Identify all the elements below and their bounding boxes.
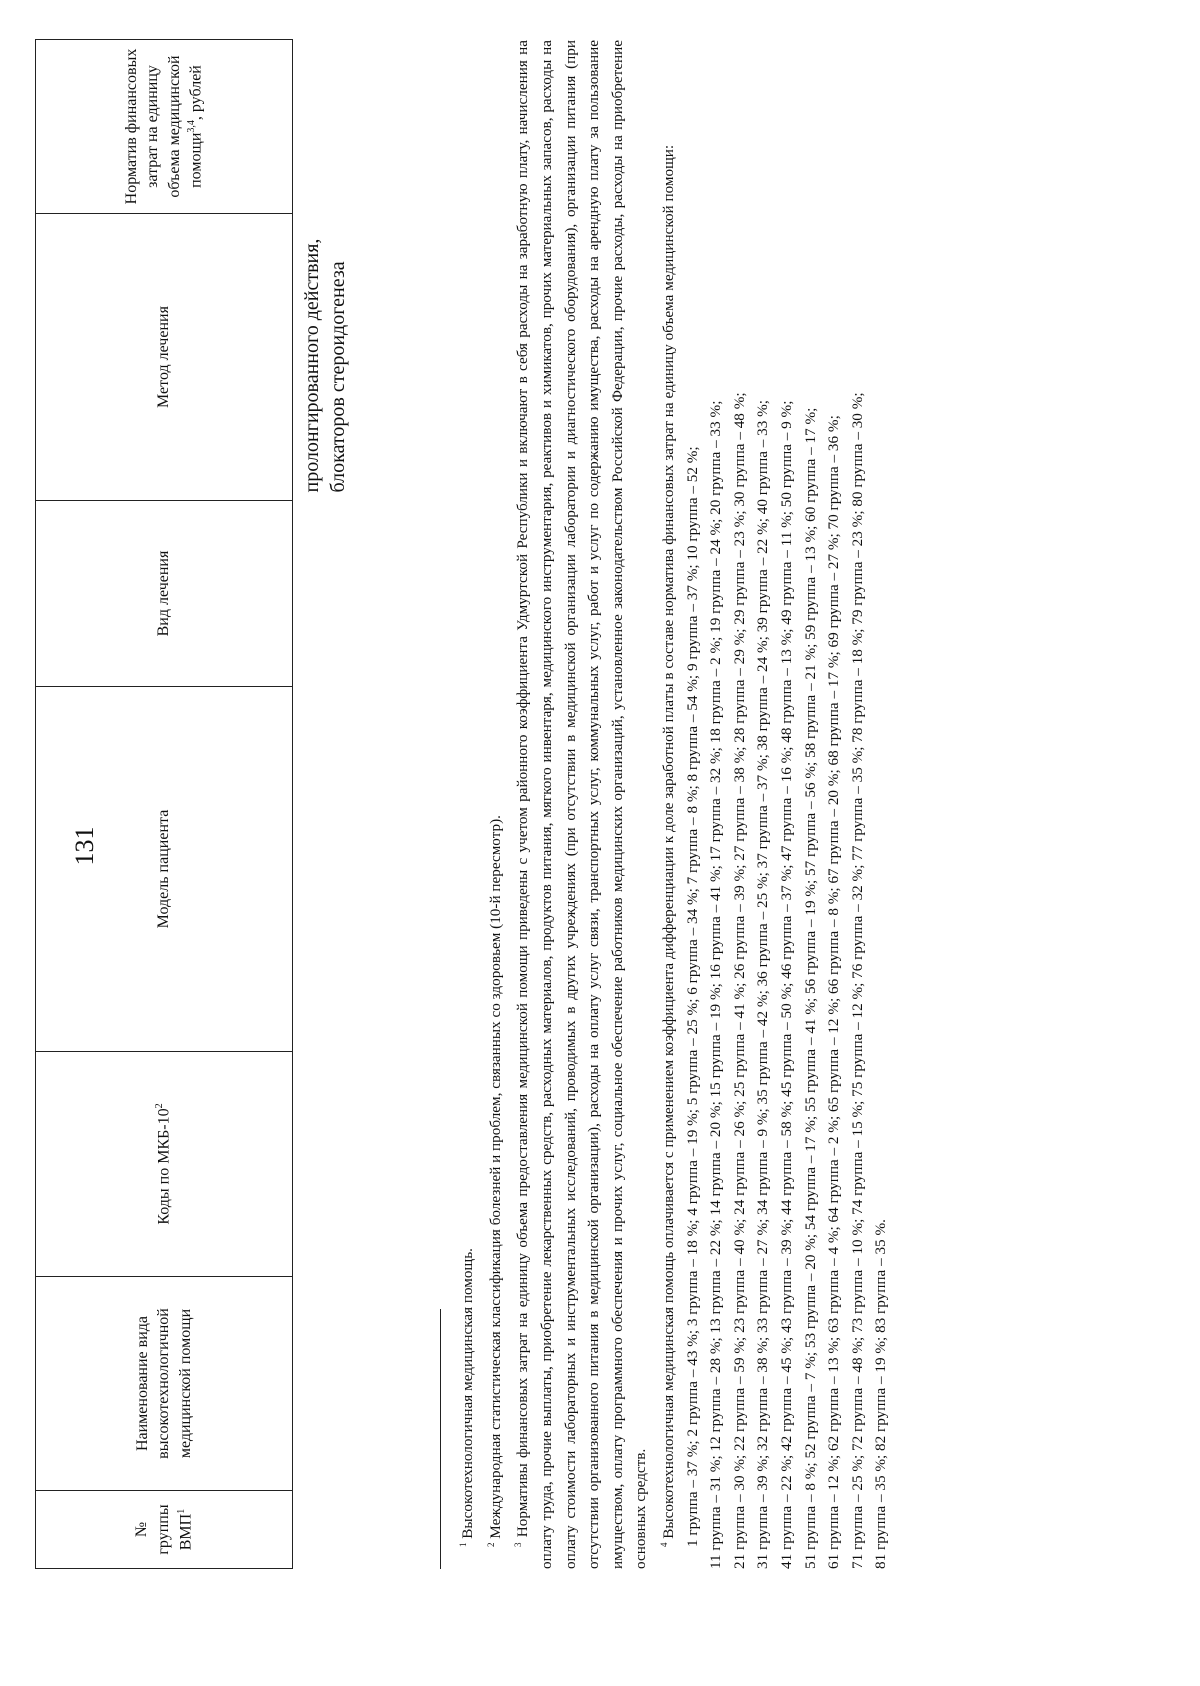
group-line: 31 группа – 39 %; 32 группа – 38 %; 33 группа – 27 %; 34 группа – 9 %; 35 группа – 42 %; 36 группа – 25 %; 37 группа – 37 %; 38 группа – 24 %; 39 группа – 22 %; 40 группа – 33 %; [754, 400, 772, 1569]
group-coefficients [681, 40, 893, 1569]
page-number: 131 [70, 826, 99, 866]
table-header-row [36, 40, 293, 1569]
footnote-1: $^1$ Высокотехнологичная медицинская помощь. [458, 1248, 477, 1547]
footnote-divider [440, 1309, 441, 1569]
header-cost-norm: Норматив финансовых затрат на единицу объема медицинской помощи$^{3,4}$, рублей [36, 40, 293, 214]
header-patient-model: Модель пациента [36, 687, 293, 1052]
footnote-4: $^4$ Высокотехнологичная медицинская помощь оплачивается с применением коэффициента дифференциации к доле заработной платы в составе норматива финансовых затрат на единицу объема медицинской помощи: [658, 144, 677, 1547]
footnote-3: $^3$ Нормативы финансовых затрат на единицу объема предоставления медицинской помощи приведены с учетом районного коэффициента Удмуртской Республики и включают в себя расходы на заработную плату, начисления на оплату труда, прочие выплаты, приобретение лекарственных средств, расходных материалов, продуктов питания, мягкого инвентаря, медицинского инструментария, реактивов и химикатов, прочих материальных запасов, расходы на оплату стоимости лабораторных и инструментальных исследований, проводимых в других учреждениях (при отсутствии в медицинской организации лаборатории и диагностического оборудования), организации питания (при отсутствии организованного питания в медицинской организации), расходы на оплату услуг связи, транспортных услуг, коммунальных услуг, работ и услуг по содержанию имущества, расходы на арендную плату за пользование имуществом, оплату программного обеспечения и прочих услуг, социальное обеспечение работников медицинских организаций, установленное законодательством Российской Федерации, прочие расходы, расходы на приобретение основных средств. [513, 40, 650, 1569]
vmp-table [35, 39, 357, 1569]
header-treatment-method: Метод лечения [36, 214, 293, 501]
group-line: 41 группа – 22 %; 42 группа – 45 %; 43 группа – 39 %; 44 группа – 58 %; 45 группа – 50 %; 46 группа – 37 %; 47 группа – 16 %; 48 группа – 13 %; 49 группа – 11 %; 50 группа – 9 %; [777, 400, 795, 1569]
group-line: 11 группа – 31 %; 12 группа – 28 %; 13 группа – 22 %; 14 группа – 20 %; 15 группа – 19 %; 16 группа – 41 %; 17 группа – 32 %; 18 группа – 2 %; 19 группа – 24 %; 20 группа – 33 %; [707, 400, 725, 1569]
table-row [293, 40, 358, 1569]
header-group-no: № группы ВМП$^1$ [36, 1491, 293, 1569]
group-line: 1 группа – 37 %; 2 группа – 43 %; 3 группа – 18 %; 4 группа – 19 %; 5 группа – 25 %; 6 группа – 34 %; 7 группа – 8 %; 8 группа – 54 %; 9 группа – 37 %; 10 группа – 52 %; [683, 446, 701, 1547]
group-line: 61 группа – 12 %; 62 группа – 13 %; 63 группа – 4 %; 64 группа – 2 %; 65 группа – 12 %; 66 группа – 8 %; 67 группа – 20 %; 68 группа – 17 %; 69 группа – 27 %; 70 группа – 36 %; [825, 415, 843, 1569]
group-line: 51 группа – 8 %; 52 группа – 7 %; 53 группа – 20 %; 54 группа – 17 %; 55 группа – 41 %; 56 группа – 19 %; 57 группа – 56 %; 58 группа – 21 %; 59 группа – 13 %; 60 группа – 17 %; [801, 407, 819, 1569]
group-line: 71 группа – 25 %; 72 группа – 48 %; 73 группа – 10 %; 74 группа – 15 %; 75 группа – 12 %; 76 группа – 32 %; 77 группа – 35 %; 78 группа – 18 %; 79 группа – 23 %; 80 группа – 30 %; [848, 392, 866, 1569]
header-vmp-name: Наименование вида высокотехнологичной медицинской помощи [36, 1277, 293, 1491]
group-line: 21 группа – 30 %; 22 группа – 59 %; 23 группа – 40 %; 24 группа – 26 %; 25 группа – 41 %; 26 группа – 39 %; 27 группа – 38 %; 28 группа – 29 %; 29 группа – 23 %; 30 группа – 48 %; [730, 392, 748, 1569]
footnote-2: $^2$ Международная статистическая классификация болезней и проблем, связанных со здоровьем (10-й пересмотр). [485, 815, 504, 1547]
header-treatment-type: Вид лечения [36, 501, 293, 687]
header-icd-codes: Коды по МКБ-$10^2$ [36, 1052, 293, 1277]
footnotes [452, 40, 893, 1569]
group-line: 81 группа – 35 %; 82 группа – 19 %; 83 группа – 35 %. [872, 1219, 890, 1569]
treatment-method-cell: пролонгированного действия, блокаторов стероидогенеза [301, 238, 349, 493]
